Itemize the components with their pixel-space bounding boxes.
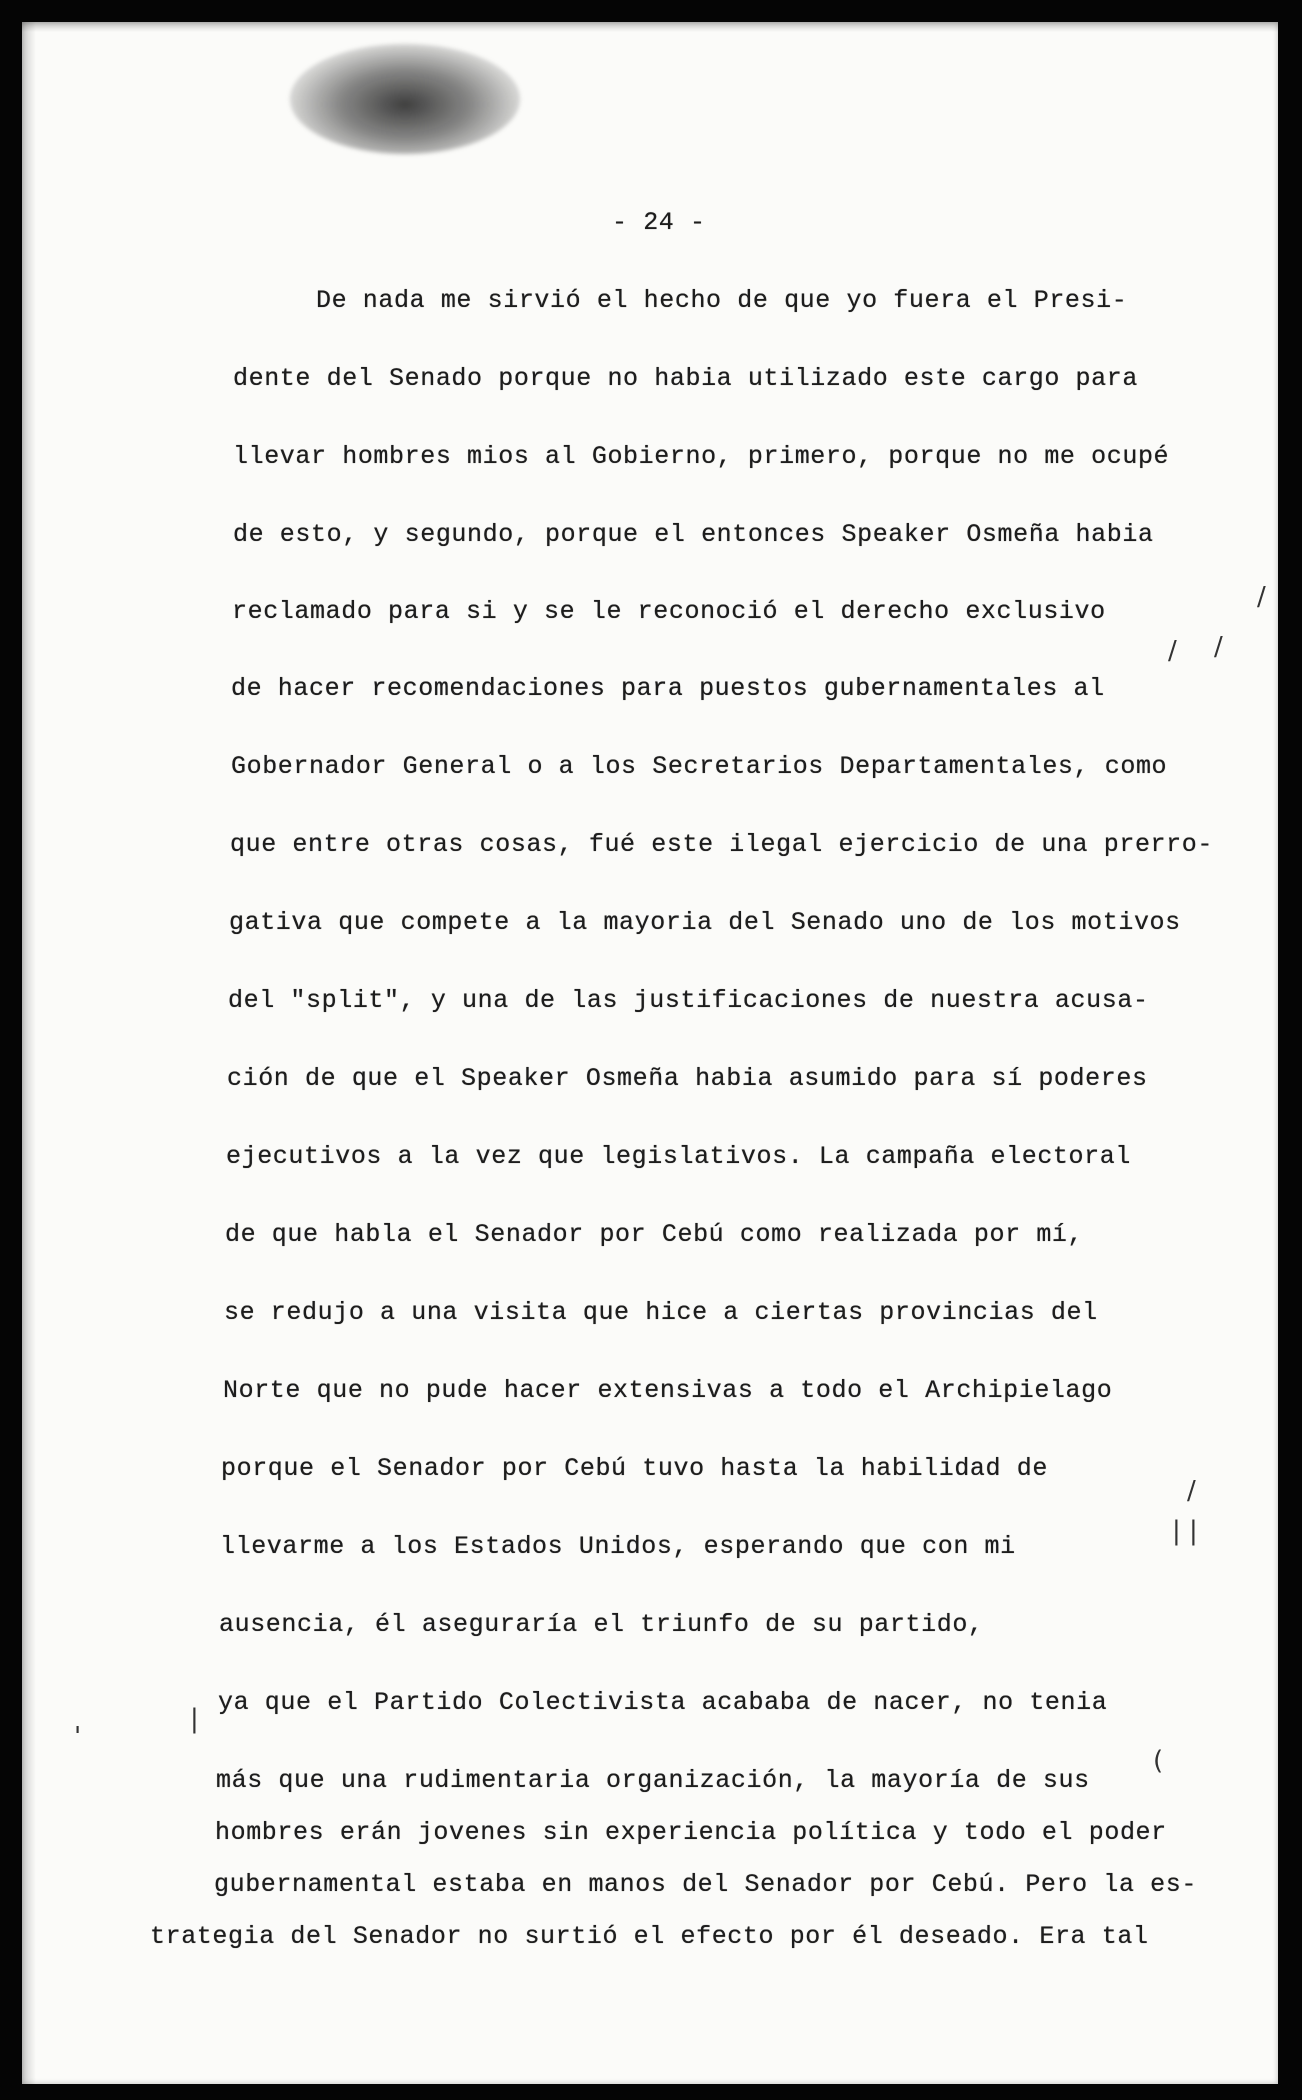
stray-pen-mark: | [190, 1704, 199, 1734]
ink-stain [290, 44, 520, 154]
text-line: de que habla el Senador por Cebú como realizada por mí, [225, 1220, 1084, 1249]
text-line: Norte que no pude hacer extensivas a todo el Archipielago [223, 1376, 1113, 1405]
text-line: más que una rudimentaria organización, la mayoría de sus [216, 1766, 1090, 1795]
text-line: llevarme a los Estados Unidos, esperando que con mi [220, 1532, 1016, 1561]
stray-pen-mark: / [1214, 632, 1223, 662]
text-line: ya que el Partido Colectivista acababa de nacer, no tenia [218, 1688, 1108, 1717]
stray-pen-mark: / [1187, 1476, 1196, 1506]
page-number: - 24 - [612, 208, 706, 237]
stray-pen-mark: / [1168, 636, 1177, 666]
page-top-edge-shadow [22, 22, 1278, 32]
text-line: gubernamental estaba en manos del Senador por Cebú. Pero la es- [214, 1870, 1197, 1899]
page-left-edge-shadow [22, 22, 36, 2084]
text-line: se redujo a una visita que hice a ciertas provincias del [224, 1298, 1098, 1327]
stray-pen-mark: | | [1172, 1516, 1198, 1546]
text-line: trategia del Senador no surtió el efecto por él deseado. Era tal [150, 1922, 1149, 1951]
text-line: ción de que el Speaker Osmeña habia asumido para sí poderes [227, 1064, 1148, 1093]
text-line: porque el Senador por Cebú tuvo hasta la habilidad de [221, 1454, 1048, 1483]
text-line: ejecutivos a la vez que legislativos. La campaña electoral [226, 1142, 1131, 1171]
text-line: reclamado para si y se le reconoció el derecho exclusivo [232, 597, 1106, 626]
text-line: hombres erán jovenes sin experiencia política y todo el poder [215, 1818, 1167, 1847]
text-line: de esto, y segundo, porque el entonces Speaker Osmeña habia [233, 520, 1154, 549]
text-line: ausencia, él aseguraría el triunfo de su partido, [219, 1610, 984, 1639]
text-line: que entre otras cosas, fué este ilegal ejercicio de una prerro- [230, 830, 1213, 859]
text-line: dente del Senado porque no habia utilizado este cargo para [233, 364, 1138, 393]
text-line: gativa que compete a la mayoria del Senado uno de los motivos [229, 908, 1181, 937]
text-line: de hacer recomendaciones para puestos gubernamentales al [231, 674, 1105, 703]
document-page [22, 22, 1278, 2084]
stray-pen-mark: / [1257, 582, 1266, 612]
stray-pen-mark: ' [74, 1722, 82, 1752]
text-line: De nada me sirvió el hecho de que yo fuera el Presi- [316, 286, 1128, 315]
text-line: del "split", y una de las justificaciones de nuestra acusa- [228, 986, 1149, 1015]
stray-pen-mark: ( [1153, 1746, 1164, 1776]
text-line: Gobernador General o a los Secretarios Departamentales, como [231, 752, 1168, 781]
text-line: llevar hombres mios al Gobierno, primero, porque no me ocupé [233, 442, 1170, 471]
